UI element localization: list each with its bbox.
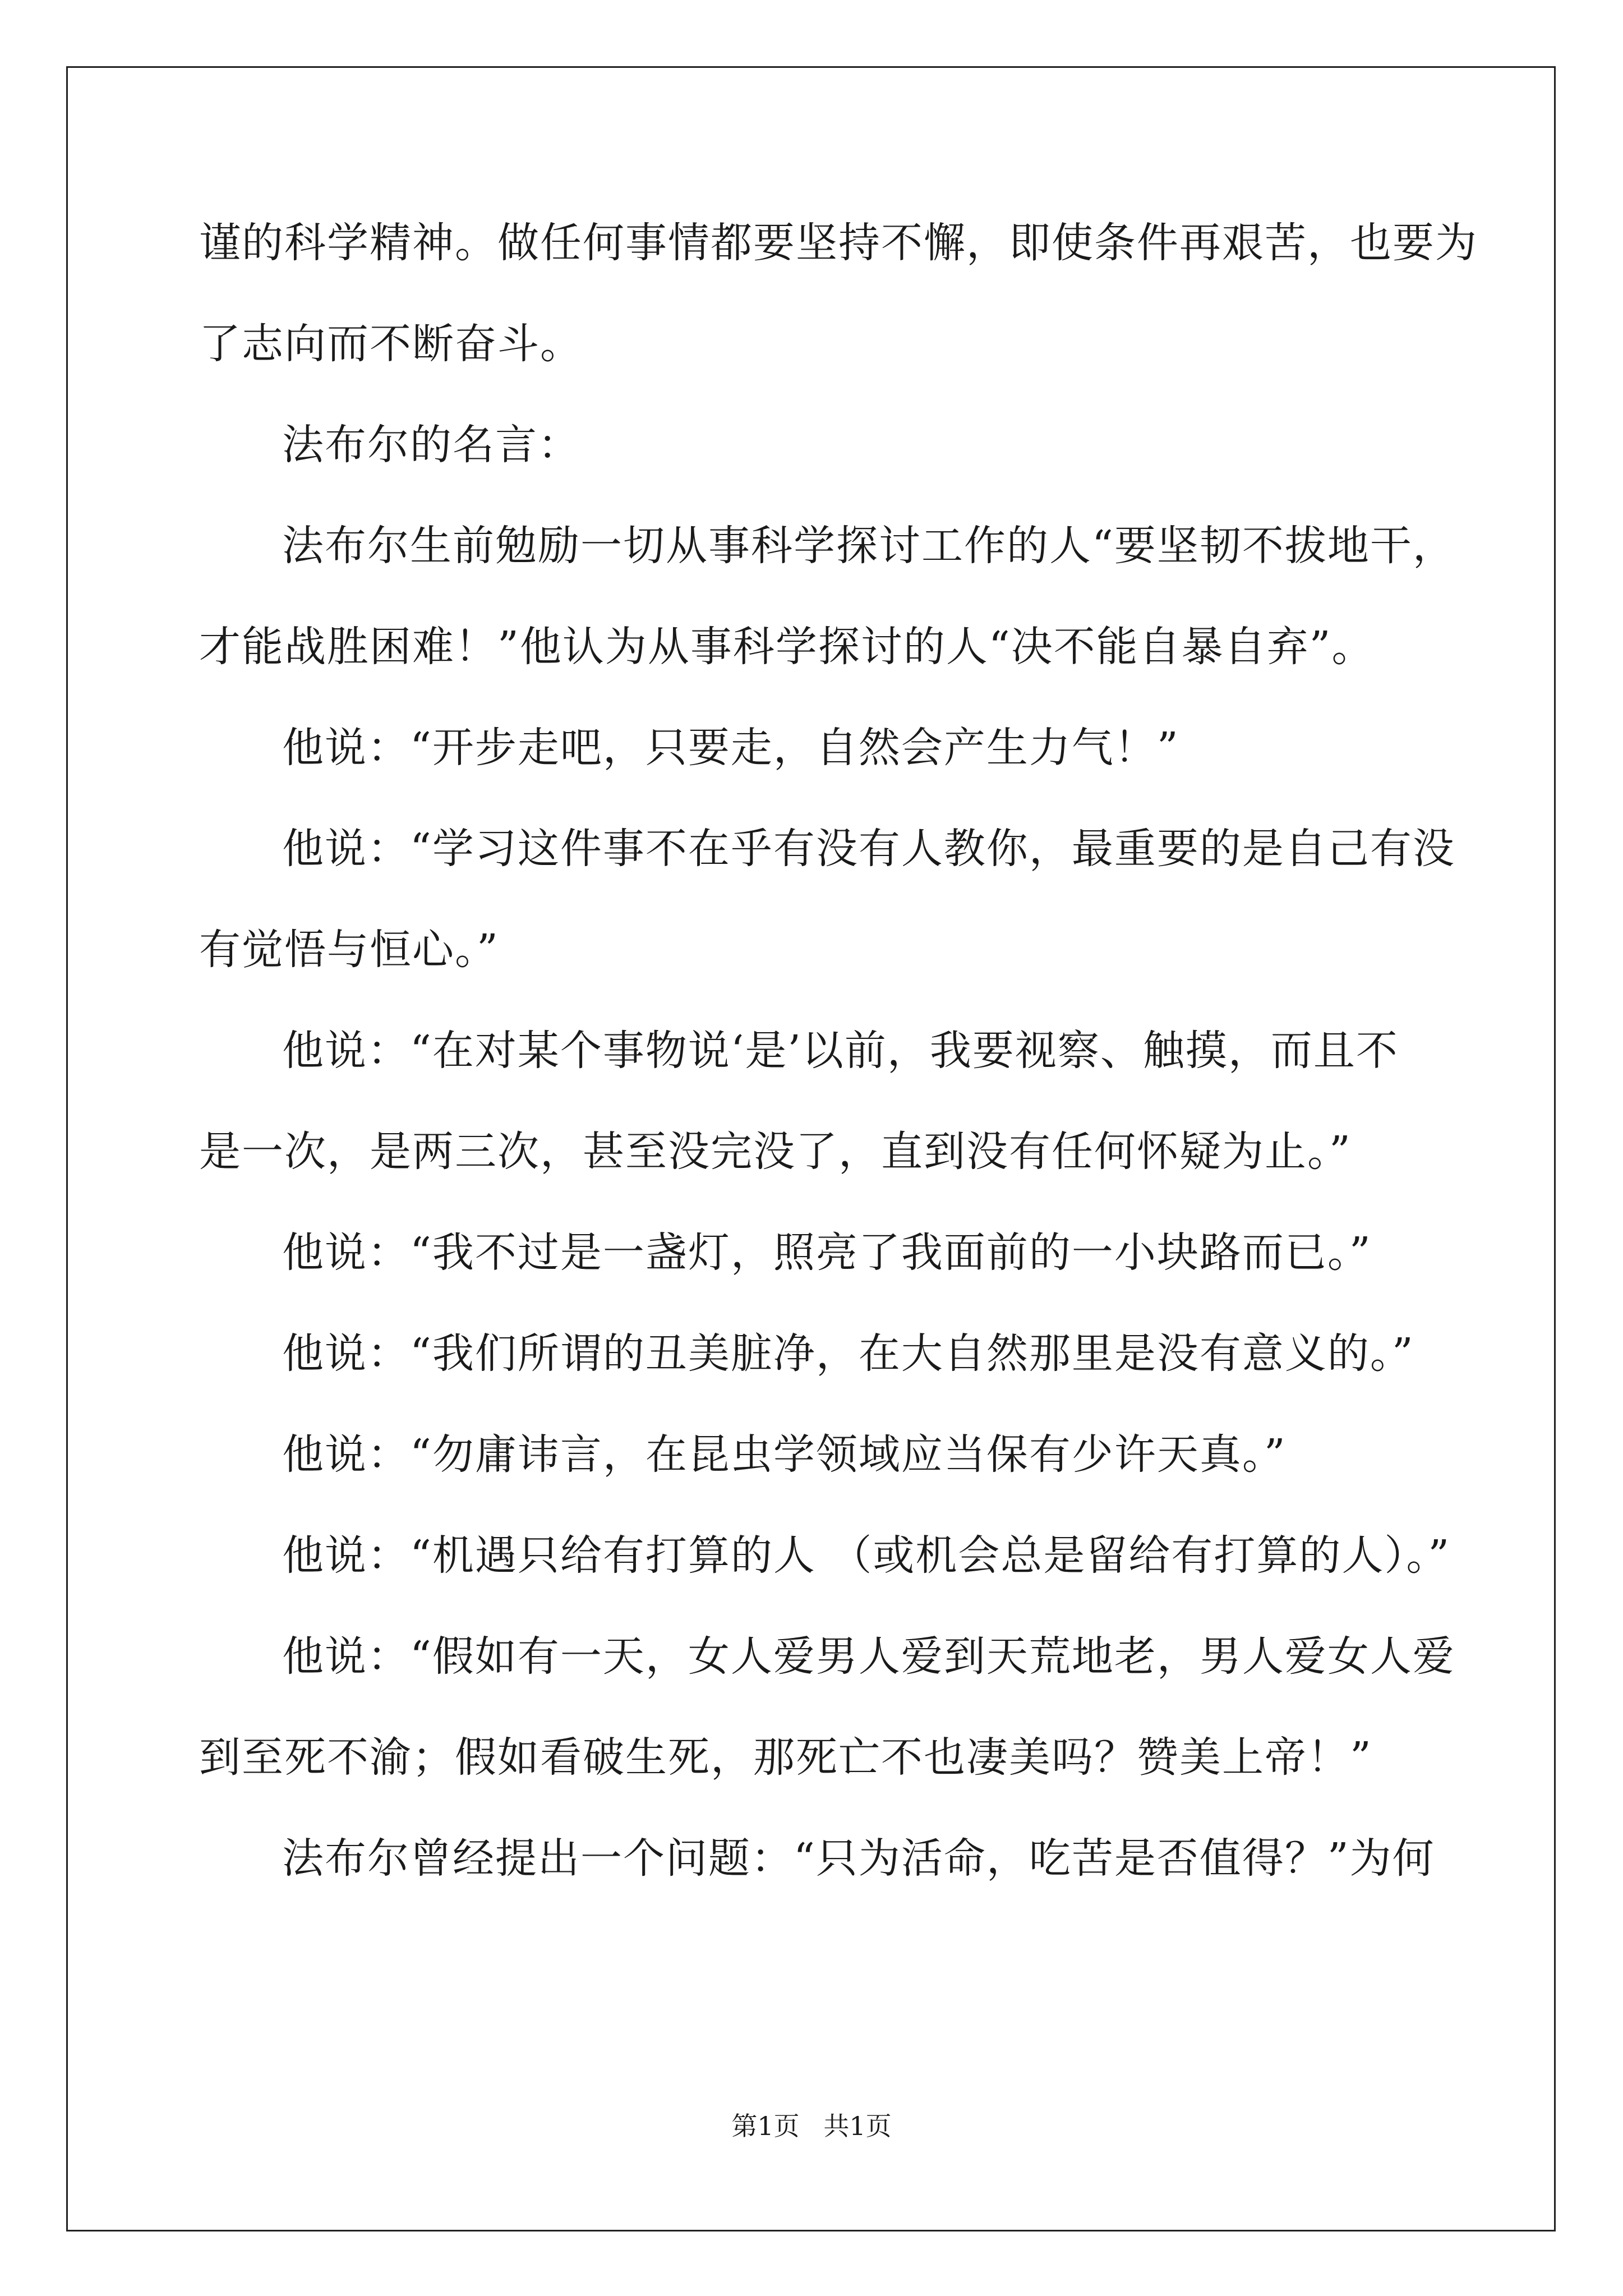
text-line: 才能战胜困难！”他认为从事科学探讨的人“决不能自暴自弃”。 [199, 623, 1375, 671]
text-line: 是一次，是两三次，甚至没完没了，直到没有任何怀疑为止。” [199, 1128, 1352, 1176]
page-total: 共1页 [823, 2111, 892, 2141]
text-line: 他说：“勿庸讳言，在昆虫学领域应当保有少许天真。” [282, 1430, 1287, 1479]
text-line: 法布尔曾经提出一个问题：“只为活命，吃苦是否值得？”为何 [282, 1834, 1435, 1883]
text-line: 到至死不渝；假如看破生死，那死亡不也凄美吗？赞美上帝！” [199, 1733, 1372, 1782]
text-line: 法布尔生前勉励一切从事科学探讨工作的人“要坚韧不拔地干， [282, 522, 1455, 570]
text-line: 有觉悟与恒心。” [199, 926, 499, 974]
text-line: 他说：“假如有一天，女人爱男人爱到天荒地老，男人爱女人爱 [282, 1632, 1455, 1681]
text-line: 他说：“我不过是一盏灯，照亮了我面前的一小块路而已。” [282, 1228, 1372, 1277]
text-line: 他说：“开步走吧，只要走，自然会产生力气！” [282, 724, 1179, 772]
text-line: 谨的科学精神。做任何事情都要坚持不懈，即使条件再艰苦，也要为 [199, 219, 1478, 267]
text-line: 了志向而不断奋斗。 [199, 320, 583, 368]
section-heading: 法布尔的名言： [282, 421, 580, 469]
page-number: 第1页 [731, 2111, 800, 2141]
text-line: 他说：“机遇只给有打算的人 （或机会总是留给有打算的人）。” [282, 1531, 1451, 1580]
text-line: 他说：“学习这件事不在乎有没有人教你，最重要的是自己有没 [282, 825, 1455, 873]
text-line: 他说：“我们所谓的丑美脏净，在大自然那里是没有意义的。” [282, 1329, 1414, 1378]
page-footer [0, 2109, 1623, 2143]
text-line: 他说：“在对某个事物说‘是’以前，我要视察、触摸，而且不 [282, 1027, 1399, 1075]
